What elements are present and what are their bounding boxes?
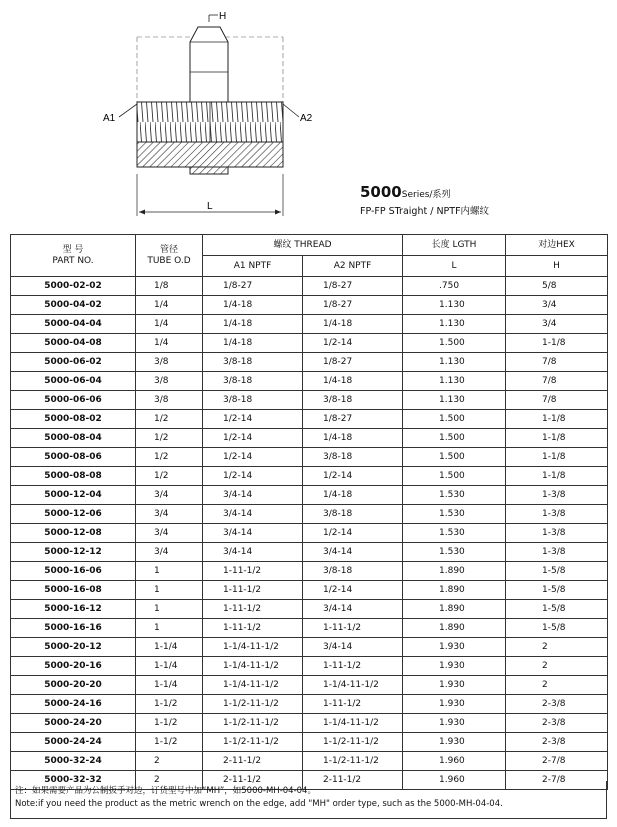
table-row	[11, 277, 608, 296]
cell-a2-nptf: 1/2-14	[303, 524, 403, 543]
cell-a2-nptf: 1-11-1/2	[303, 619, 403, 638]
cell-tube-od: 1/2	[136, 429, 203, 448]
table-row	[11, 752, 608, 771]
cell-a1-nptf: 3/8-18	[203, 353, 303, 372]
cell-tube-od: 2	[136, 752, 203, 771]
cell-a1-nptf: 1-1/2-11-1/2	[203, 733, 303, 752]
header-tube-en: TUBE O.D	[147, 255, 191, 266]
cell-hex: 2-3/8	[506, 733, 608, 752]
table-row	[11, 543, 608, 562]
cell-length: 1.960	[403, 771, 506, 790]
cell-part-no: 5000-16-12	[11, 600, 136, 619]
header-part-no	[11, 235, 136, 277]
cell-part-no: 5000-08-08	[11, 467, 136, 486]
cell-length: 1.930	[403, 657, 506, 676]
cell-a2-nptf: 3/4-14	[303, 638, 403, 657]
cell-part-no: 5000-16-08	[11, 581, 136, 600]
cell-length: 1.500	[403, 410, 506, 429]
cell-part-no: 5000-04-08	[11, 334, 136, 353]
table-row	[11, 638, 608, 657]
cell-part-no: 5000-12-04	[11, 486, 136, 505]
cell-part-no: 5000-04-04	[11, 315, 136, 334]
cell-hex: 7/8	[506, 372, 608, 391]
cell-hex: 1-3/8	[506, 524, 608, 543]
cell-length: 1.500	[403, 429, 506, 448]
table-row	[11, 524, 608, 543]
cell-tube-od: 3/4	[136, 543, 203, 562]
cell-hex: 2-3/8	[506, 714, 608, 733]
label-a2: A2	[300, 113, 313, 124]
header-length-en: L	[403, 256, 506, 277]
cell-tube-od: 1-1/4	[136, 657, 203, 676]
cell-tube-od: 1/2	[136, 410, 203, 429]
cell-part-no: 5000-24-20	[11, 714, 136, 733]
cell-tube-od: 1	[136, 600, 203, 619]
cell-part-no: 5000-32-32	[11, 771, 136, 790]
header-thread: 螺纹 THREAD	[203, 235, 403, 256]
cell-part-no: 5000-12-06	[11, 505, 136, 524]
cell-length: 1.530	[403, 505, 506, 524]
cell-part-no: 5000-12-12	[11, 543, 136, 562]
cell-a2-nptf: 1-11-1/2	[303, 695, 403, 714]
cell-hex: 2	[506, 638, 608, 657]
cell-part-no: 5000-20-16	[11, 657, 136, 676]
cell-a1-nptf: 3/4-14	[203, 524, 303, 543]
series-suffix: Series/系列	[401, 190, 451, 200]
cell-hex: 1-5/8	[506, 562, 608, 581]
table-row	[11, 676, 608, 695]
cell-part-no: 5000-08-06	[11, 448, 136, 467]
cell-length: 1.130	[403, 372, 506, 391]
cell-a1-nptf: 1-1/4-11-1/2	[203, 638, 303, 657]
note-cn: 注：如果需要产品为公制扳手对边，订货型号中加“MH”，如5000-MH-04-04。	[15, 786, 316, 796]
cell-hex: 2	[506, 657, 608, 676]
cell-part-no: 5000-04-02	[11, 296, 136, 315]
cell-a2-nptf: 3/8-18	[303, 391, 403, 410]
cell-length: .750	[403, 277, 506, 296]
cell-a1-nptf: 1/2-14	[203, 429, 303, 448]
cell-hex: 1-5/8	[506, 600, 608, 619]
cell-length: 1.930	[403, 695, 506, 714]
cell-a1-nptf: 3/4-14	[203, 543, 303, 562]
cell-a1-nptf: 1/8-27	[203, 277, 303, 296]
note-block	[10, 781, 607, 819]
cell-part-no: 5000-12-08	[11, 524, 136, 543]
table-row	[11, 296, 608, 315]
cell-part-no: 5000-06-02	[11, 353, 136, 372]
cell-a1-nptf: 1-11-1/2	[203, 600, 303, 619]
cell-a2-nptf: 2-11-1/2	[303, 771, 403, 790]
cell-length: 1.890	[403, 619, 506, 638]
cell-part-no: 5000-20-12	[11, 638, 136, 657]
cell-length: 1.930	[403, 676, 506, 695]
cell-a2-nptf: 1/8-27	[303, 410, 403, 429]
cell-length: 1.530	[403, 543, 506, 562]
table-row	[11, 410, 608, 429]
cell-a2-nptf: 1/4-18	[303, 429, 403, 448]
cell-length: 1.890	[403, 562, 506, 581]
cell-part-no: 5000-08-04	[11, 429, 136, 448]
cell-length: 1.890	[403, 581, 506, 600]
cell-a2-nptf: 1/2-14	[303, 581, 403, 600]
cell-part-no: 5000-06-06	[11, 391, 136, 410]
cell-hex: 1-1/8	[506, 467, 608, 486]
table-row	[11, 334, 608, 353]
table-row	[11, 315, 608, 334]
cell-length: 1.130	[403, 296, 506, 315]
cell-a1-nptf: 1-11-1/2	[203, 562, 303, 581]
cell-hex: 2-3/8	[506, 695, 608, 714]
header-a2: A2 NPTF	[303, 256, 403, 277]
cell-length: 1.130	[403, 315, 506, 334]
cell-tube-od: 1/2	[136, 467, 203, 486]
cell-a1-nptf: 1-1/2-11-1/2	[203, 695, 303, 714]
cell-part-no: 5000-06-04	[11, 372, 136, 391]
cell-hex: 1-5/8	[506, 581, 608, 600]
cell-part-no: 5000-24-16	[11, 695, 136, 714]
header-tube-cn: 管径	[159, 244, 178, 255]
threaded-body	[137, 102, 283, 174]
cell-tube-od: 3/8	[136, 391, 203, 410]
cell-a2-nptf: 1/8-27	[303, 353, 403, 372]
cell-a1-nptf: 3/8-18	[203, 372, 303, 391]
cell-a2-nptf: 1/4-18	[303, 486, 403, 505]
cell-tube-od: 1	[136, 581, 203, 600]
table-row	[11, 714, 608, 733]
cell-part-no: 5000-32-24	[11, 752, 136, 771]
table-row	[11, 448, 608, 467]
cell-a1-nptf: 1-1/4-11-1/2	[203, 676, 303, 695]
cell-length: 1.530	[403, 486, 506, 505]
label-a1: A1	[103, 113, 116, 124]
cell-part-no: 5000-16-16	[11, 619, 136, 638]
table-row	[11, 391, 608, 410]
cell-length: 1.930	[403, 714, 506, 733]
fitting-diagram	[95, 2, 355, 222]
cell-tube-od: 3/4	[136, 486, 203, 505]
table-row	[11, 429, 608, 448]
cell-a1-nptf: 2-11-1/2	[203, 771, 303, 790]
cell-hex: 5/8	[506, 277, 608, 296]
cell-a2-nptf: 1/2-14	[303, 334, 403, 353]
cell-tube-od: 1-1/2	[136, 733, 203, 752]
cell-hex: 2	[506, 676, 608, 695]
cell-tube-od: 1-1/4	[136, 676, 203, 695]
table-body	[11, 277, 608, 790]
cell-length: 1.130	[403, 353, 506, 372]
cell-tube-od: 1-1/2	[136, 695, 203, 714]
cell-a1-nptf: 2-11-1/2	[203, 752, 303, 771]
header-a1: A1 NPTF	[203, 256, 303, 277]
cell-hex: 1-3/8	[506, 543, 608, 562]
cell-hex: 2-7/8	[506, 771, 608, 790]
cell-a1-nptf: 1-11-1/2	[203, 619, 303, 638]
header-tube-od	[136, 235, 203, 277]
cell-part-no: 5000-02-02	[11, 277, 136, 296]
cell-part-no: 5000-24-24	[11, 733, 136, 752]
cell-a1-nptf: 3/4-14	[203, 486, 303, 505]
cell-hex: 2-7/8	[506, 752, 608, 771]
series-title	[360, 183, 489, 204]
label-h: H	[219, 11, 227, 22]
spec-table	[10, 234, 608, 790]
cell-a2-nptf: 1/4-18	[303, 372, 403, 391]
cell-a2-nptf: 1-1/2-11-1/2	[303, 733, 403, 752]
note-en: Note:if you need the product as the metric wrench on the edge, add "MH" order type, such as the 5000-MH-04-04.	[15, 799, 503, 809]
cell-tube-od: 2	[136, 771, 203, 790]
table-row	[11, 467, 608, 486]
table-row	[11, 733, 608, 752]
cell-tube-od: 1-1/4	[136, 638, 203, 657]
cell-hex: 1-1/8	[506, 334, 608, 353]
cell-tube-od: 1/4	[136, 296, 203, 315]
series-number: 5000	[360, 183, 402, 201]
cell-a1-nptf: 1/4-18	[203, 334, 303, 353]
hex-nut	[190, 27, 228, 102]
cell-hex: 1-1/8	[506, 448, 608, 467]
table-row	[11, 619, 608, 638]
cell-tube-od: 3/4	[136, 505, 203, 524]
cell-a2-nptf: 1/8-27	[303, 296, 403, 315]
cell-a2-nptf: 1-1/4-11-1/2	[303, 714, 403, 733]
cell-a2-nptf: 3/4-14	[303, 543, 403, 562]
cell-length: 1.130	[403, 391, 506, 410]
cell-tube-od: 1	[136, 619, 203, 638]
cell-hex: 1-3/8	[506, 486, 608, 505]
cell-part-no: 5000-20-20	[11, 676, 136, 695]
cell-a2-nptf: 1/4-18	[303, 315, 403, 334]
label-l: L	[207, 201, 213, 212]
cell-hex: 1-3/8	[506, 505, 608, 524]
cell-a1-nptf: 1/2-14	[203, 467, 303, 486]
cell-hex: 7/8	[506, 391, 608, 410]
cell-length: 1.500	[403, 448, 506, 467]
cell-a1-nptf: 1/2-14	[203, 448, 303, 467]
header-length-cn: 长度 LGTH	[403, 235, 506, 256]
cell-hex: 7/8	[506, 353, 608, 372]
cell-length: 1.890	[403, 600, 506, 619]
cell-a2-nptf: 1/2-14	[303, 467, 403, 486]
cell-a2-nptf: 1/8-27	[303, 277, 403, 296]
table-row	[11, 657, 608, 676]
cell-a1-nptf: 1-11-1/2	[203, 581, 303, 600]
cell-tube-od: 1-1/2	[136, 714, 203, 733]
cell-length: 1.960	[403, 752, 506, 771]
cell-tube-od: 1/4	[136, 315, 203, 334]
cell-hex: 3/4	[506, 315, 608, 334]
header-hex-cn: 对边HEX	[506, 235, 608, 256]
cell-length: 1.930	[403, 733, 506, 752]
cell-a1-nptf: 3/4-14	[203, 505, 303, 524]
cell-a2-nptf: 1-11-1/2	[303, 657, 403, 676]
series-description: FP-FP STraight / NPTF内螺纹	[360, 206, 490, 217]
table-row	[11, 486, 608, 505]
cell-hex: 1-1/8	[506, 429, 608, 448]
cell-a2-nptf: 1-1/4-11-1/2	[303, 676, 403, 695]
cell-tube-od: 3/8	[136, 372, 203, 391]
table-row	[11, 562, 608, 581]
cell-a1-nptf: 1/4-18	[203, 296, 303, 315]
table-row	[11, 353, 608, 372]
header-part-cn: 型 号	[62, 244, 84, 255]
cell-a2-nptf: 3/8-18	[303, 505, 403, 524]
cell-hex: 1-5/8	[506, 619, 608, 638]
cell-part-no: 5000-08-02	[11, 410, 136, 429]
cell-a1-nptf: 1-1/2-11-1/2	[203, 714, 303, 733]
cell-tube-od: 3/8	[136, 353, 203, 372]
table-row	[11, 505, 608, 524]
cell-tube-od: 1/8	[136, 277, 203, 296]
cell-a1-nptf: 1-1/4-11-1/2	[203, 657, 303, 676]
header-part-en: PART NO.	[52, 255, 94, 266]
cell-a1-nptf: 1/4-18	[203, 315, 303, 334]
cell-tube-od: 1/4	[136, 334, 203, 353]
cell-part-no: 5000-16-06	[11, 562, 136, 581]
cell-hex: 1-1/8	[506, 410, 608, 429]
cell-tube-od: 3/4	[136, 524, 203, 543]
cell-a2-nptf: 1-1/2-11-1/2	[303, 752, 403, 771]
table-row	[11, 581, 608, 600]
cell-length: 1.930	[403, 638, 506, 657]
cell-a1-nptf: 1/2-14	[203, 410, 303, 429]
cell-a2-nptf: 3/8-18	[303, 562, 403, 581]
table-row	[11, 600, 608, 619]
cell-a2-nptf: 3/4-14	[303, 600, 403, 619]
table-row	[11, 695, 608, 714]
cell-a1-nptf: 3/8-18	[203, 391, 303, 410]
cell-hex: 3/4	[506, 296, 608, 315]
series-title-block	[360, 183, 489, 218]
cell-length: 1.500	[403, 334, 506, 353]
table-row	[11, 372, 608, 391]
cell-a2-nptf: 3/8-18	[303, 448, 403, 467]
cell-tube-od: 1	[136, 562, 203, 581]
header-hex-en: H	[506, 256, 608, 277]
cell-tube-od: 1/2	[136, 448, 203, 467]
cell-length: 1.500	[403, 467, 506, 486]
cell-length: 1.530	[403, 524, 506, 543]
